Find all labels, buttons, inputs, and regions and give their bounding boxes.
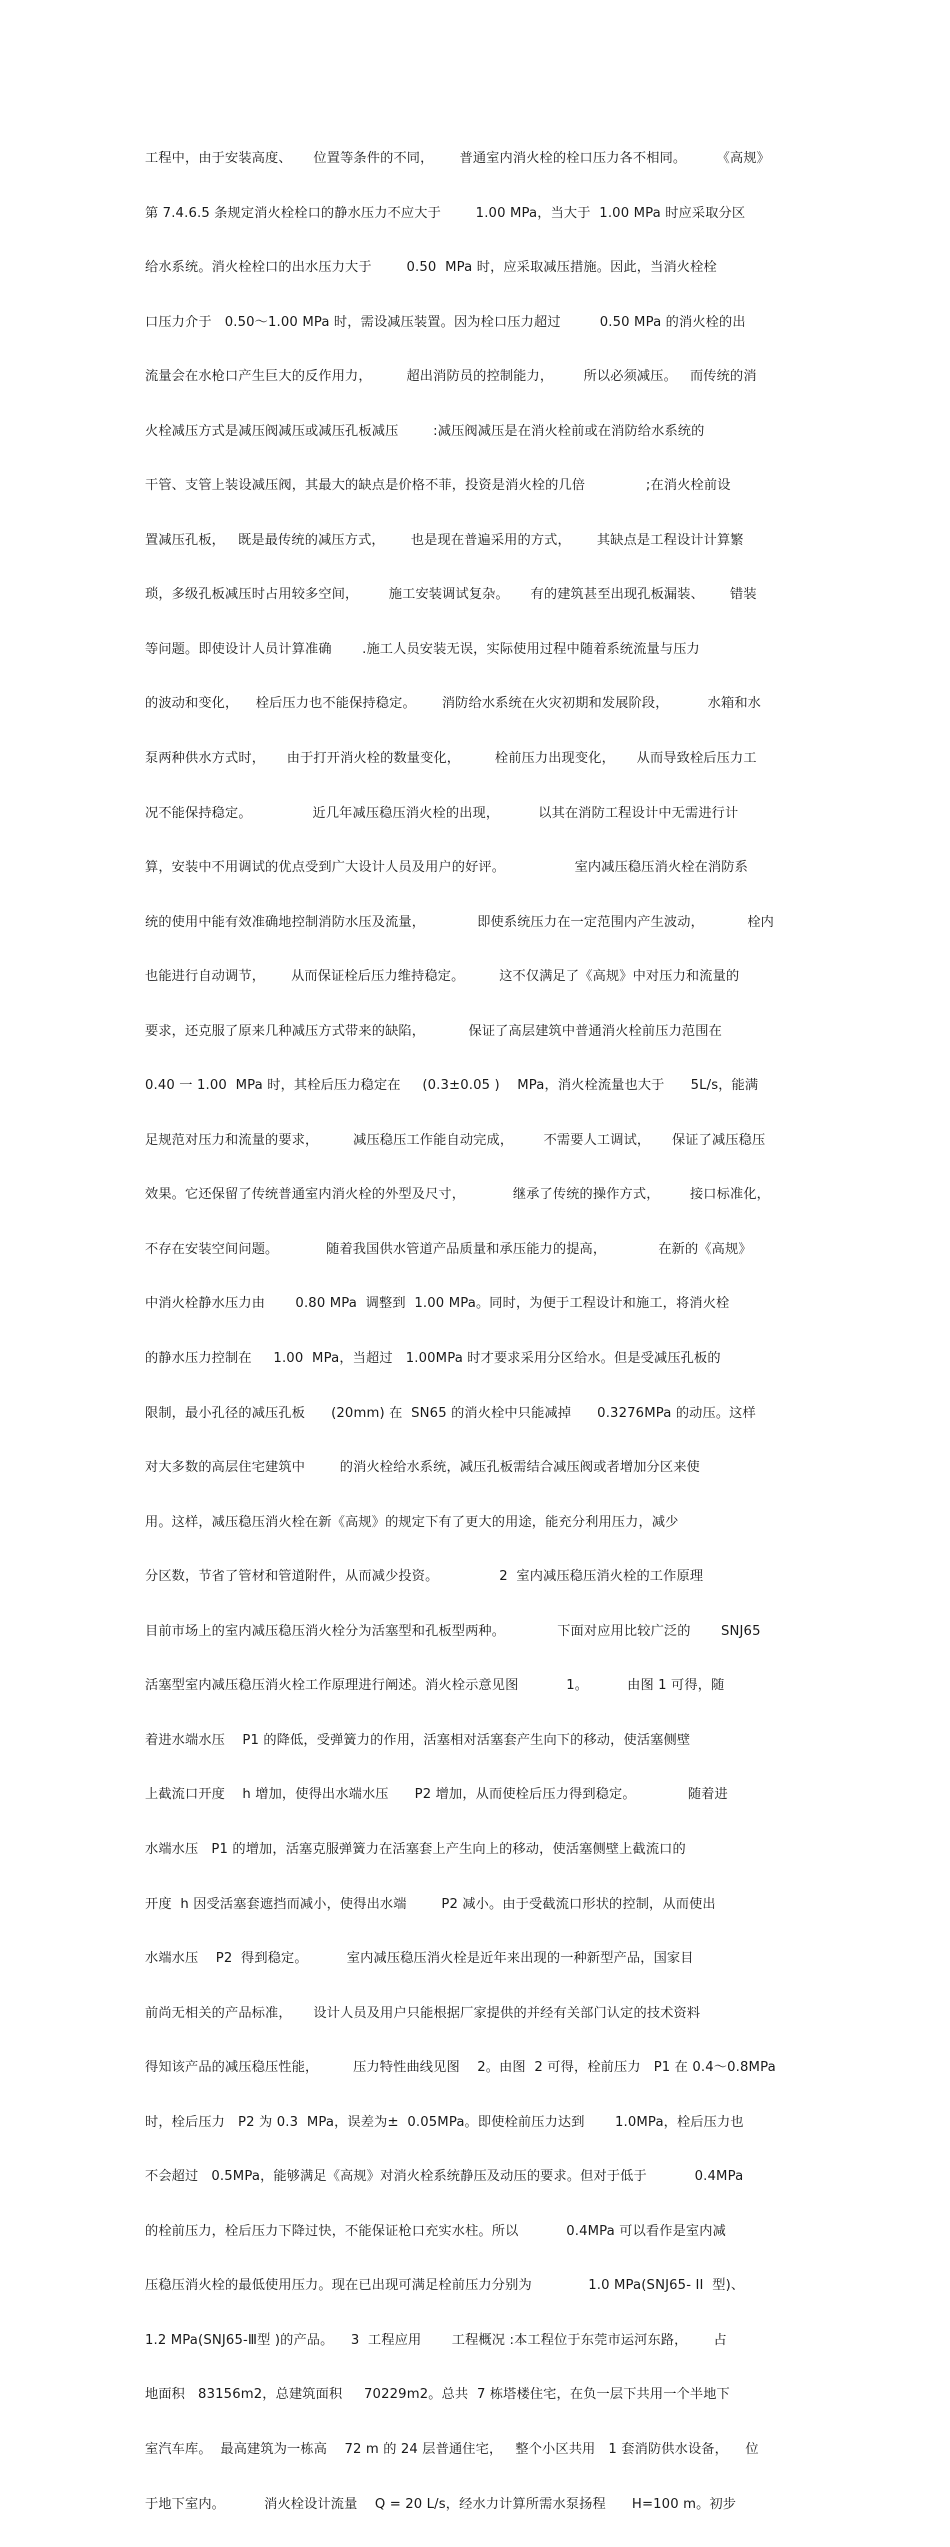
text-line: 活塞型室内减压稳压消火栓工作原理进行阐述。消火栓示意见图 1。 由图 1 可得，随 bbox=[145, 1678, 725, 1694]
text-line: 0.40 一 1.00 MPa 时，其栓后压力稳定在 (0.3±0.05 ) MPa，消火栓流量也大于 5L/s，能满 bbox=[145, 1078, 759, 1094]
text-line: 火栓减压方式是减压阀减压或减压孔板减压 :减压阀减压是在消火栓前或在消防给水系统的 bbox=[145, 423, 705, 439]
text-line: 口压力介于 0.50～1.00 MPa 时，需设减压装置。因为栓口压力超过 0.50 MPa 的消火栓的出 bbox=[145, 314, 746, 330]
text-line: 的静水压力控制在 1.00 MPa，当超过 1.00MPa 时才要求采用分区给水。但是受减压孔板的 bbox=[145, 1351, 721, 1367]
text-line: 于地下室内。 消火栓设计流量 Q = 20 L/s，经水力计算所需水泵扬程 H=100 m。初步 bbox=[145, 2496, 737, 2512]
text-line: 况不能保持稳定。 近几年减压稳压消火栓的出现， 以其在消防工程设计中无需进行计 bbox=[145, 805, 739, 821]
text-line: 统的使用中能有效准确地控制消防水压及流量， 即使系统压力在一定范围内产生波动， 栓内 bbox=[145, 914, 775, 930]
text-line: 室汽车库。 最高建筑为一栋高 72 m 的 24 层普通住宅， 整个小区共用 1 套消防供水设备， 位 bbox=[145, 2441, 759, 2457]
text-line: 目前市场上的室内减压稳压消火栓分为活塞型和孔板型两种。 下面对应用比较广泛的 SNJ65 bbox=[145, 1623, 761, 1639]
text-line: 开度 h 因受活塞套遮挡而减小，使得出水端 P2 减小。由于受截流口形状的控制，从而使出 bbox=[145, 1896, 716, 1912]
text-line: 水端水压 P1 的增加，活塞克服弹簧力在活塞套上产生向上的移动，使活塞侧壁上截流口的 bbox=[145, 1841, 686, 1857]
text-line: 不存在安装空间问题。 随着我国供水管道产品质量和承压能力的提高， 在新的《高规》 bbox=[145, 1241, 752, 1257]
text-line: 时，栓后压力 P2 为 0.3 MPa，误差为± 0.05MPa。即使栓前压力达到 1.0MPa，栓后压力也 bbox=[145, 2114, 744, 2130]
text-line: 地面积 83156m2，总建筑面积 70229m2。总共 7 栋塔楼住宅，在负一层下共用一个半地下 bbox=[145, 2387, 730, 2403]
text-line: 足规范对压力和流量的要求， 减压稳压工作能自动完成， 不需要人工调试， 保证了减压稳压 bbox=[145, 1132, 766, 1148]
body-text bbox=[145, 117, 815, 2547]
text-line: 算，安装中不用调试的优点受到广大设计人员及用户的好评。 室内减压稳压消火栓在消防系 bbox=[145, 860, 748, 876]
text-line: 不会超过 0.5MPa，能够满足《高规》对消火栓系统静压及动压的要求。但对于低于 0.4MPa bbox=[145, 2169, 744, 2185]
text-line: 1.2 MPa(SNJ65-Ⅲ型 )的产品。 3 工程应用 工程概况 :本工程位于东莞市运河东路， 占 bbox=[145, 2332, 727, 2348]
text-line: 得知该产品的减压稳压性能， 压力特性曲线见图 2。由图 2 可得，栓前压力 P1 在 0.4～0.8MPa bbox=[145, 2060, 776, 2076]
text-line: 工程中，由于安装高度、 位置等条件的不同， 普通室内消火栓的栓口压力各不相同。 《高规》 bbox=[145, 151, 770, 166]
text-line: 的栓前压力，栓后压力下降过快，不能保证枪口充实水柱。所以 0.4MPa 可以看作是室内减 bbox=[145, 2223, 726, 2239]
text-line: 前尚无相关的产品标准， 设计人员及用户只能根据厂家提供的并经有关部门认定的技术资料 bbox=[145, 2005, 701, 2021]
text-line: 给水系统。消火栓栓口的出水压力大于 0.50 MPa 时，应采取减压措施。因此，当消火栓栓 bbox=[145, 260, 717, 276]
text-line: 效果。它还保留了传统普通室内消火栓的外型及尺寸， 继承了传统的操作方式， 接口标准化， bbox=[145, 1187, 770, 1203]
text-line: 干管、支管上装设减压阀，其最大的缺点是价格不菲，投资是消火栓的几倍 ;在消火栓前设 bbox=[145, 478, 731, 494]
text-line: 流量会在水枪口产生巨大的反作用力， 超出消防员的控制能力， 所以必须减压。 而传统的消 bbox=[145, 369, 757, 385]
text-line: 第 7.4.6.5 条规定消火栓栓口的静水压力不应大于 1.00 MPa，当大于 1.00 MPa 时应采取分区 bbox=[145, 205, 746, 221]
text-line: 泵两种供水方式时， 由于打开消火栓的数量变化， 栓前压力出现变化， 从而导致栓后压力工 bbox=[145, 751, 757, 767]
text-line: 用。这样，减压稳压消火栓在新《高规》的规定下有了更大的用途，能充分利用压力，减少 bbox=[145, 1514, 679, 1530]
text-line: 水端水压 P2 得到稳定。 室内减压稳压消火栓是近年来出现的一种新型产品，国家目 bbox=[145, 1951, 694, 1967]
text-line: 置减压孔板， 既是最传统的减压方式， 也是现在普遍采用的方式， 其缺点是工程设计计算繁 bbox=[145, 532, 744, 548]
text-line: 上截流口开度 h 增加，使得出水端水压 P2 增加，从而使栓后压力得到稳定。 随着进 bbox=[145, 1787, 728, 1803]
text-line: 压稳压消火栓的最低使用压力。现在已出现可满足栓前压力分别为 1.0 MPa(SNJ65- II 型)、 bbox=[145, 2278, 745, 2294]
text-line: 分区数，节省了管材和管道附件，从而减少投资。 2 室内减压稳压消火栓的工作原理 bbox=[145, 1569, 704, 1585]
text-line: 中消火栓静水压力由 0.80 MPa 调整到 1.00 MPa。同时，为便于工程设计和施工，将消火栓 bbox=[145, 1296, 730, 1312]
text-line: 要求，还克服了原来几种减压方式带来的缺陷， 保证了高层建筑中普通消火栓前压力范围在 bbox=[145, 1023, 722, 1039]
text-line: 对大多数的高层住宅建筑中 的消火栓给水系统，减压孔板需结合减压阀或者增加分区来使 bbox=[145, 1460, 700, 1476]
text-line: 着进水端水压 P1 的降低，受弹簧力的作用，活塞相对活塞套产生向下的移动，使活塞侧壁 bbox=[145, 1732, 691, 1748]
text-line: 限制，最小孔径的减压孔板 (20mm) 在 SN65 的消火栓中只能减掉 0.3276MPa 的动压。这样 bbox=[145, 1405, 756, 1421]
text-line: 的波动和变化， 栓后压力也不能保持稳定。 消防给水系统在火灾初期和发展阶段， 水箱和水 bbox=[145, 696, 761, 712]
text-line: 也能进行自动调节， 从而保证栓后压力维持稳定。 这不仅满足了《高规》中对压力和流量的 bbox=[145, 969, 740, 985]
text-line: 等问题。即使设计人员计算准确 .施工人员安装无误，实际使用过程中随着系统流量与压力 bbox=[145, 641, 700, 657]
text-line: 琐，多级孔板减压时占用较多空间， 施工安装调试复杂。 有的建筑甚至出现孔板漏装、 错装 bbox=[145, 587, 757, 603]
